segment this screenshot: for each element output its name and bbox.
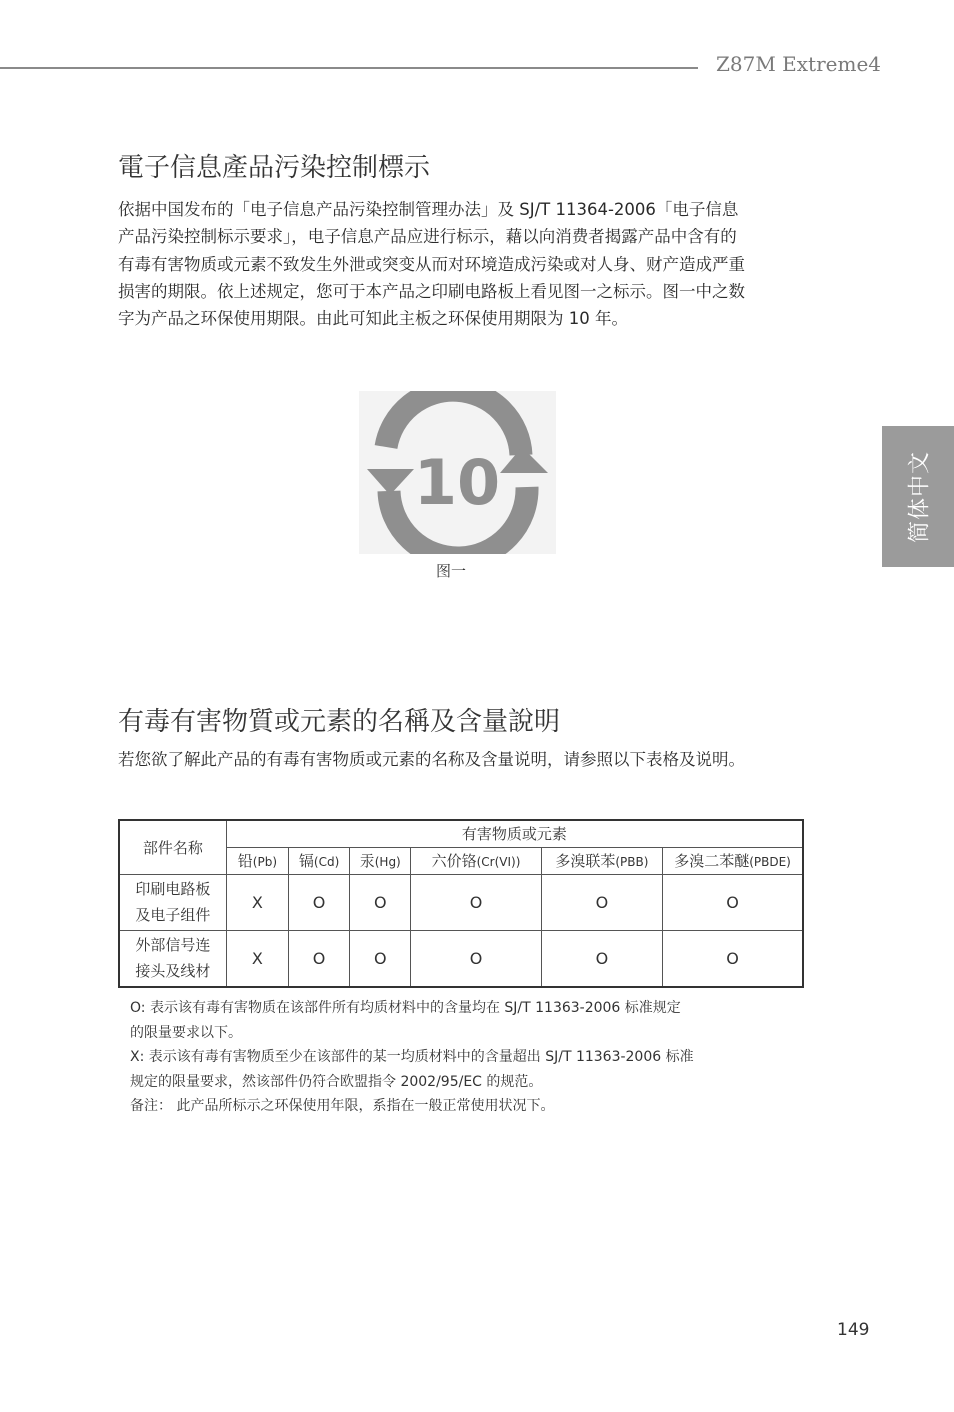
value-cell: O xyxy=(288,874,349,930)
model-name: Z87M Extreme4 xyxy=(716,52,882,76)
note-o-line1: O: 表示该有毒有害物质在该部件所有均质材料中的含量均在 SJ/T 11363-2006 标准规定 xyxy=(130,1000,681,1016)
value-cell: O xyxy=(663,930,803,987)
header-rule xyxy=(0,67,698,69)
value-cell: O xyxy=(288,930,349,987)
language-tab xyxy=(882,426,954,567)
col-header-pb: 铅(Pb) xyxy=(226,847,288,874)
epup-logo xyxy=(359,391,556,554)
value-cell: O xyxy=(350,874,411,930)
figure-caption: 图一 xyxy=(436,562,467,580)
value-cell: X xyxy=(226,930,288,987)
table-row xyxy=(119,874,803,930)
page-number: 149 xyxy=(837,1320,870,1340)
table-notes xyxy=(130,996,780,1119)
note-x-line2: 规定的限量要求，然该部件仍符合欧盟指令 2002/95/EC 的规范。 xyxy=(130,1073,543,1090)
part-header: 部件名称 xyxy=(119,820,226,874)
value-cell: O xyxy=(411,874,541,930)
value-cell: O xyxy=(541,930,662,987)
section2-body: 若您欲了解此产品的有毒有害物质或元素的名称及含量说明，请参照以下表格及说明。 xyxy=(118,750,745,769)
group-header: 有害物质或元素 xyxy=(226,820,803,847)
col-header-pbb: 多溴联苯(PBB) xyxy=(541,847,662,874)
note-x-line1: X: 表示该有毒有害物质至少在该部件的某一均质材料中的含量超出 SJ/T 11363-2006 标准 xyxy=(130,1049,694,1065)
section2-title: 有毒有害物質或元素的名稱及含量說明 xyxy=(118,707,561,737)
section1-title: 電子信息產品污染控制標示 xyxy=(118,153,431,183)
part-name: 外部信号连 接头及线材 xyxy=(119,930,226,987)
part-name: 印刷电路板 及电子组件 xyxy=(119,874,226,930)
section1-body: 依据中国发布的「电子信息产品污染控制管理办法」及 SJ/T 11364-2006「电子信息产品污染控制标示要求」，电子信息产品应进行标示，藉以向消费者揭露产品中含有的有毒有害物质或元素不致发生外泄或突变从而对环境造成污染或对人身、财产造成严重损害的期限。依上述规定，您可于本产品之印刷电路板上看见图一之标示。图一中之数字为产品之环保使用期限。由此可知此主板之环保使用期限为 10 年。 xyxy=(118,200,745,329)
note-remark: 备注： 此产品所标示之环保使用年限，系指在一般正常使用状况下。 xyxy=(130,1098,555,1114)
value-cell: O xyxy=(663,874,803,930)
col-header-cr: 六价铬(Cr(VI)) xyxy=(411,847,541,874)
value-cell: O xyxy=(411,930,541,987)
value-cell: O xyxy=(350,930,411,987)
table-row xyxy=(119,930,803,987)
hazardous-substances-table xyxy=(118,819,804,988)
language-tab-label: 简体中文 xyxy=(907,450,933,543)
value-cell: O xyxy=(541,874,662,930)
note-o-line2: 的限量要求以下。 xyxy=(130,1024,242,1041)
logo-number: 10 xyxy=(413,446,501,519)
col-header-hg: 汞(Hg) xyxy=(350,847,411,874)
col-header-cd: 镉(Cd) xyxy=(288,847,349,874)
value-cell: X xyxy=(226,874,288,930)
col-header-pbde: 多溴二苯醚(PBDE) xyxy=(663,847,803,874)
recycle-arrows-icon xyxy=(359,391,556,554)
